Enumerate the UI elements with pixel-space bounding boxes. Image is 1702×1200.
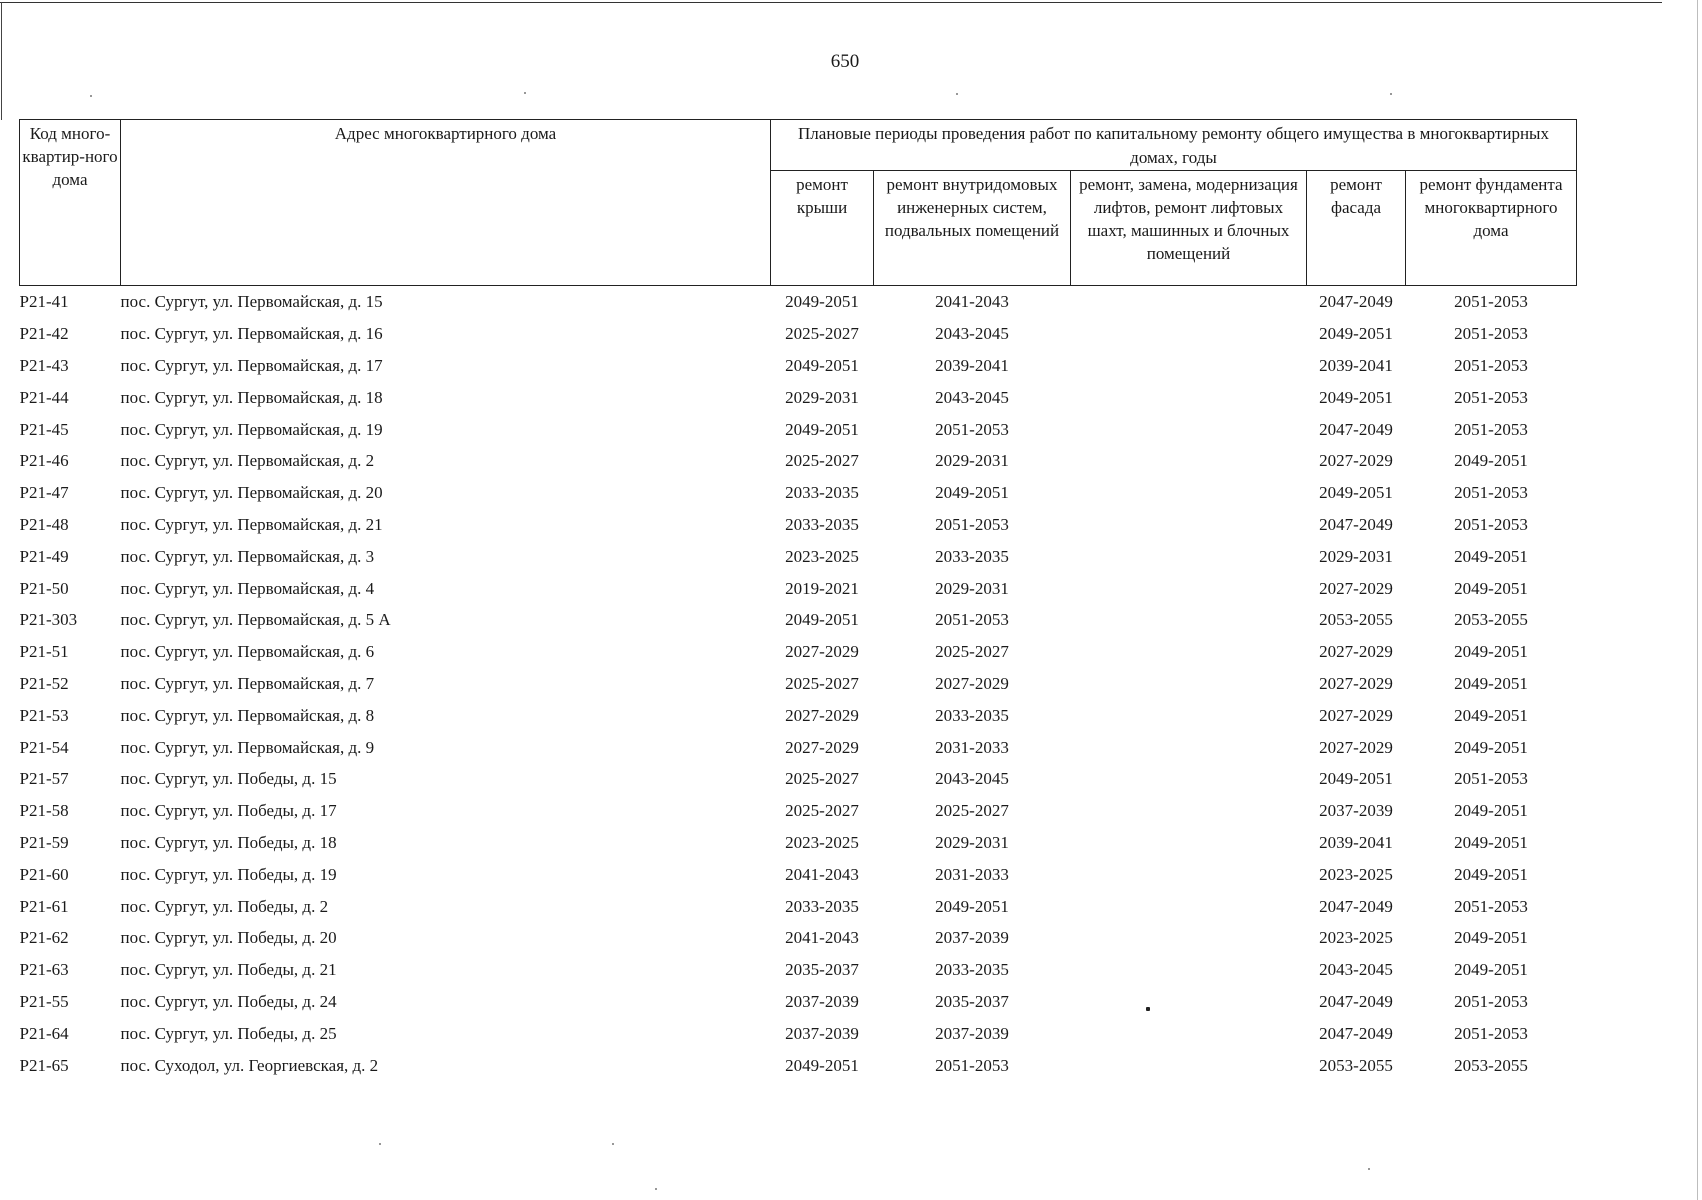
cell-code: Р21-61 [19,896,69,916]
cell-code: Р21-47 [19,483,69,503]
cell-roof: 2049-2051 [785,419,859,439]
cell-code: Р21-55 [19,991,69,1011]
cell-roof: 2049-2051 [785,292,859,312]
cell-code: Р21-58 [19,801,69,821]
cell-foundation: 2051-2053 [1454,991,1528,1011]
cell-facade: 2049-2051 [1319,483,1393,503]
cell-roof: 2037-2039 [785,1023,859,1043]
cell-foundation: 2049-2051 [1454,801,1528,821]
table-row [20,413,1577,445]
table-row [20,763,1577,795]
table-row [20,318,1577,350]
cell-engineering-systems: 2027-2029 [935,673,1009,693]
cell-lifts [1071,350,1307,382]
cell-foundation: 2049-2051 [1454,960,1528,980]
cell-engineering-systems: 2029-2031 [935,578,1009,598]
cell-lifts [1071,286,1307,318]
cell-foundation: 2051-2053 [1454,419,1528,439]
cell-code: Р21-65 [19,1055,69,1075]
table-row [20,540,1577,572]
cell-code: Р21-62 [19,928,69,948]
cell-address: пос. Сургут, ул. Победы, д. 17 [120,801,337,821]
cell-address: пос. Сургут, ул. Победы, д. 18 [120,832,337,852]
table-row [20,731,1577,763]
cell-facade: 2049-2051 [1319,769,1393,789]
cell-lifts [1071,540,1307,572]
cell-lifts [1071,986,1307,1018]
cell-facade: 2043-2045 [1319,960,1393,980]
cell-roof: 2049-2051 [785,610,859,630]
cell-code: Р21-63 [19,960,69,980]
table-row [20,286,1577,318]
table-row [20,986,1577,1018]
cell-lifts [1071,954,1307,986]
header-facade: ремонт фасада [1307,171,1406,286]
cell-roof: 2029-2031 [785,387,859,407]
cell-address: пос. Сургут, ул. Победы, д. 15 [120,769,337,789]
cell-foundation: 2051-2053 [1454,514,1528,534]
cell-engineering-systems: 2033-2035 [935,960,1009,980]
cell-lifts [1071,858,1307,890]
cell-facade: 2027-2029 [1319,642,1393,662]
cell-facade: 2047-2049 [1319,991,1393,1011]
cell-facade: 2047-2049 [1319,419,1393,439]
cell-foundation: 2049-2051 [1454,832,1528,852]
cell-facade: 2049-2051 [1319,324,1393,344]
table-row [20,699,1577,731]
scan-speck [379,1143,381,1145]
cell-roof: 2019-2021 [785,578,859,598]
table-row [20,572,1577,604]
table-row [20,445,1577,477]
header-planned-periods: Плановые периоды проведения работ по капитальному ремонту общего имущества в многоквартирных домах, годы [771,120,1577,171]
cell-roof: 2035-2037 [785,960,859,980]
cell-facade: 2023-2025 [1319,928,1393,948]
cell-lifts [1071,1049,1307,1081]
cell-lifts [1071,413,1307,445]
cell-foundation: 2051-2053 [1454,896,1528,916]
cell-lifts [1071,509,1307,541]
cell-address: пос. Сургут, ул. Победы, д. 25 [120,1023,337,1043]
cell-lifts [1071,922,1307,954]
cell-foundation: 2049-2051 [1454,578,1528,598]
cell-engineering-systems: 2025-2027 [935,642,1009,662]
cell-foundation: 2049-2051 [1454,451,1528,471]
right-edge-line [1697,0,1698,1200]
cell-roof: 2027-2029 [785,642,859,662]
repair-schedule-table [19,119,1577,1081]
cell-address: пос. Сургут, ул. Победы, д. 2 [120,896,329,916]
cell-engineering-systems: 2049-2051 [935,896,1009,916]
cell-code: Р21-53 [19,705,69,725]
cell-address: пос. Суходол, ул. Георгиевская, д. 2 [120,1055,379,1075]
header-code: Код много-квартир-ного дома [20,120,121,286]
scan-speck [1146,1007,1150,1011]
scan-speck [655,1188,657,1190]
table-row [20,827,1577,859]
cell-code: Р21-45 [19,419,69,439]
cell-address: пос. Сургут, ул. Первомайская, д. 17 [120,355,383,375]
cell-engineering-systems: 2033-2035 [935,546,1009,566]
cell-foundation: 2053-2055 [1454,610,1528,630]
cell-roof: 2049-2051 [785,1055,859,1075]
cell-roof: 2037-2039 [785,991,859,1011]
cell-engineering-systems: 2043-2045 [935,387,1009,407]
cell-roof: 2025-2027 [785,324,859,344]
table-row [20,350,1577,382]
cell-code: Р21-303 [19,610,78,630]
table-row [20,604,1577,636]
cell-engineering-systems: 2049-2051 [935,483,1009,503]
cell-foundation: 2051-2053 [1454,769,1528,789]
cell-lifts [1071,445,1307,477]
cell-roof: 2041-2043 [785,864,859,884]
cell-address: пос. Сургут, ул. Первомайская, д. 4 [120,578,375,598]
table-row [20,858,1577,890]
cell-roof: 2033-2035 [785,514,859,534]
cell-facade: 2039-2041 [1319,355,1393,375]
cell-address: пос. Сургут, ул. Первомайская, д. 20 [120,483,383,503]
table-row [20,509,1577,541]
table-row [20,381,1577,413]
cell-engineering-systems: 2043-2045 [935,324,1009,344]
table-row [20,1049,1577,1081]
cell-roof: 2023-2025 [785,832,859,852]
scan-speck [90,95,92,97]
page-number: 650 [830,51,860,72]
scan-speck [1390,93,1392,95]
cell-foundation: 2051-2053 [1454,387,1528,407]
header-engineering-systems: ремонт внутридомовых инженерных систем, подвальных помещений [874,171,1071,286]
cell-engineering-systems: 2051-2053 [935,419,1009,439]
cell-address: пос. Сургут, ул. Победы, д. 24 [120,991,337,1011]
cell-lifts [1071,572,1307,604]
cell-engineering-systems: 2051-2053 [935,514,1009,534]
cell-roof: 2041-2043 [785,928,859,948]
table-row [20,795,1577,827]
cell-lifts [1071,699,1307,731]
cell-code: Р21-60 [19,864,69,884]
cell-facade: 2029-2031 [1319,546,1393,566]
cell-roof: 2025-2027 [785,769,859,789]
table-row [20,922,1577,954]
cell-address: пос. Сургут, ул. Первомайская, д. 6 [120,642,375,662]
cell-engineering-systems: 2035-2037 [935,991,1009,1011]
cell-facade: 2027-2029 [1319,673,1393,693]
cell-facade: 2027-2029 [1319,451,1393,471]
cell-lifts [1071,827,1307,859]
scan-speck [612,1143,614,1145]
cell-address: пос. Сургут, ул. Первомайская, д. 15 [120,292,383,312]
cell-roof: 2027-2029 [785,737,859,757]
cell-lifts [1071,890,1307,922]
cell-facade: 2053-2055 [1319,1055,1393,1075]
header-foundation: ремонт фундамента многоквартирного дома [1406,171,1577,286]
cell-code: Р21-64 [19,1023,69,1043]
cell-code: Р21-50 [19,578,69,598]
cell-roof: 2025-2027 [785,801,859,821]
table-body [20,286,1577,1081]
cell-facade: 2047-2049 [1319,1023,1393,1043]
cell-code: Р21-54 [19,737,69,757]
cell-lifts [1071,763,1307,795]
cell-facade: 2027-2029 [1319,737,1393,757]
table-header [20,120,1577,286]
table-row [20,954,1577,986]
cell-lifts [1071,318,1307,350]
cell-lifts [1071,795,1307,827]
cell-lifts [1071,477,1307,509]
cell-lifts [1071,668,1307,700]
cell-roof: 2033-2035 [785,483,859,503]
cell-facade: 2027-2029 [1319,705,1393,725]
cell-foundation: 2051-2053 [1454,483,1528,503]
cell-foundation: 2049-2051 [1454,737,1528,757]
cell-code: Р21-44 [19,387,69,407]
cell-foundation: 2051-2053 [1454,1023,1528,1043]
header-roof: ремонт крыши [771,171,874,286]
cell-address: пос. Сургут, ул. Первомайская, д. 5 А [120,610,391,630]
table-row [20,890,1577,922]
cell-engineering-systems: 2051-2053 [935,610,1009,630]
cell-engineering-systems: 2037-2039 [935,1023,1009,1043]
cell-foundation: 2049-2051 [1454,642,1528,662]
cell-engineering-systems: 2043-2045 [935,769,1009,789]
cell-facade: 2037-2039 [1319,801,1393,821]
cell-facade: 2027-2029 [1319,578,1393,598]
cell-address: пос. Сургут, ул. Первомайская, д. 18 [120,387,383,407]
cell-foundation: 2049-2051 [1454,864,1528,884]
cell-lifts [1071,636,1307,668]
cell-address: пос. Сургут, ул. Первомайская, д. 3 [120,546,375,566]
table-row [20,636,1577,668]
cell-roof: 2023-2025 [785,546,859,566]
scan-speck [1368,1168,1370,1170]
header-address: Адрес многоквартирного дома [121,120,771,286]
cell-address: пос. Сургут, ул. Первомайская, д. 7 [120,673,375,693]
cell-code: Р21-52 [19,673,69,693]
table-row [20,1017,1577,1049]
cell-facade: 2047-2049 [1319,292,1393,312]
cell-roof: 2033-2035 [785,896,859,916]
cell-facade: 2047-2049 [1319,896,1393,916]
cell-foundation: 2049-2051 [1454,705,1528,725]
cell-roof: 2049-2051 [785,355,859,375]
cell-address: пос. Сургут, ул. Первомайская, д. 16 [120,324,383,344]
cell-foundation: 2049-2051 [1454,546,1528,566]
cell-code: Р21-43 [19,355,69,375]
cell-facade: 2049-2051 [1319,387,1393,407]
cell-code: Р21-41 [19,292,69,312]
cell-code: Р21-48 [19,514,69,534]
cell-lifts [1071,731,1307,763]
cell-facade: 2023-2025 [1319,864,1393,884]
cell-lifts [1071,604,1307,636]
cell-foundation: 2049-2051 [1454,673,1528,693]
scan-speck [956,93,958,95]
cell-address: пос. Сургут, ул. Первомайская, д. 8 [120,705,375,725]
cell-foundation: 2049-2051 [1454,928,1528,948]
cell-engineering-systems: 2041-2043 [935,292,1009,312]
header-lifts: ремонт, замена, модернизация лифтов, ремонт лифтовых шахт, машинных и блочных помещений [1071,171,1307,286]
table-row [20,477,1577,509]
cell-code: Р21-49 [19,546,69,566]
cell-code: Р21-46 [19,451,69,471]
cell-code: Р21-42 [19,324,69,344]
cell-roof: 2025-2027 [785,451,859,471]
cell-lifts [1071,381,1307,413]
cell-foundation: 2053-2055 [1454,1055,1528,1075]
cell-engineering-systems: 2039-2041 [935,355,1009,375]
cell-roof: 2025-2027 [785,673,859,693]
cell-foundation: 2051-2053 [1454,355,1528,375]
cell-foundation: 2051-2053 [1454,292,1528,312]
cell-facade: 2053-2055 [1319,610,1393,630]
cell-engineering-systems: 2029-2031 [935,451,1009,471]
cell-engineering-systems: 2025-2027 [935,801,1009,821]
cell-engineering-systems: 2051-2053 [935,1055,1009,1075]
cell-engineering-systems: 2037-2039 [935,928,1009,948]
cell-address: пос. Сургут, ул. Первомайская, д. 19 [120,419,383,439]
cell-engineering-systems: 2033-2035 [935,705,1009,725]
cell-lifts [1071,1017,1307,1049]
cell-code: Р21-51 [19,642,69,662]
cell-address: пос. Сургут, ул. Первомайская, д. 21 [120,514,383,534]
cell-foundation: 2051-2053 [1454,324,1528,344]
cell-facade: 2047-2049 [1319,514,1393,534]
cell-facade: 2039-2041 [1319,832,1393,852]
cell-address: пос. Сургут, ул. Победы, д. 19 [120,864,337,884]
cell-engineering-systems: 2031-2033 [935,737,1009,757]
scan-speck [524,92,526,94]
cell-code: Р21-59 [19,832,69,852]
cell-address: пос. Сургут, ул. Первомайская, д. 9 [120,737,375,757]
cell-address: пос. Сургут, ул. Победы, д. 21 [120,960,337,980]
cell-address: пос. Сургут, ул. Победы, д. 20 [120,928,337,948]
top-border-line [0,2,1662,3]
cell-engineering-systems: 2029-2031 [935,832,1009,852]
table-row [20,668,1577,700]
cell-code: Р21-57 [19,769,69,789]
cell-engineering-systems: 2031-2033 [935,864,1009,884]
cell-address: пос. Сургут, ул. Первомайская, д. 2 [120,451,375,471]
cell-roof: 2027-2029 [785,705,859,725]
